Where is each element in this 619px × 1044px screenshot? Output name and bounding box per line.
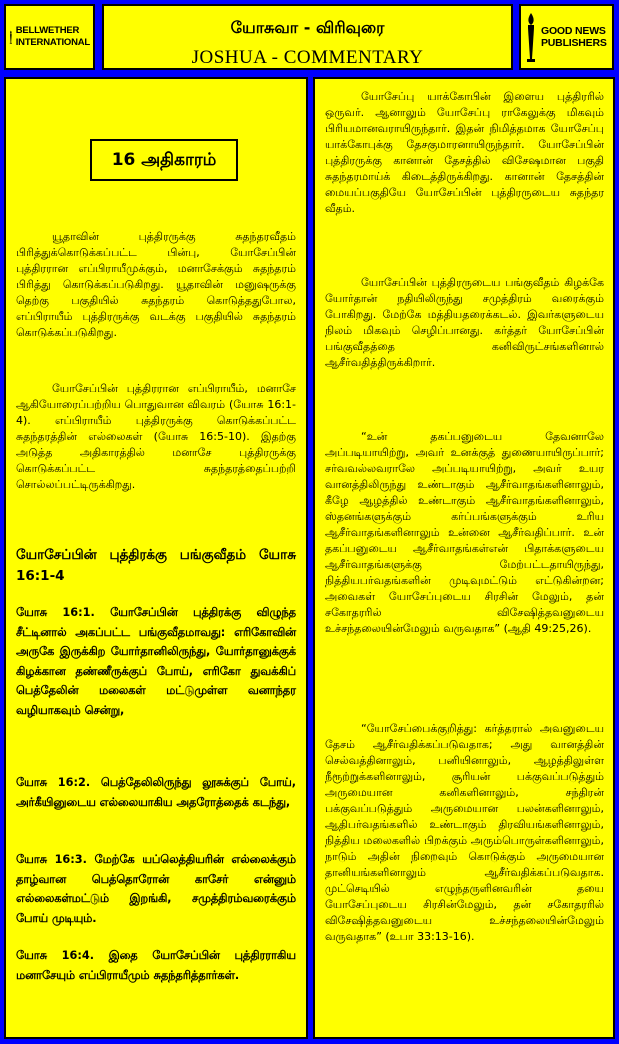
left-logo-line1: BELLWETHER <box>15 25 80 36</box>
verse-16-4: யோசு 16:4. இதை யோசேப்பின் புத்திரராகிய மனாசேயும் எப்பிராயீமும் சுதந்தரித்தார்கள். <box>16 949 296 982</box>
intro-paragraph-2: யோசேப்பின் புத்திரரான எப்பிராயீம், மனாசே ஆகியோரைப்பற்றிய பொதுவான விவரம் (யோசு 16:1-4). எப்பிராயீம் புத்திரருக்கு கொடுக்கப்பட்ட சுதந்தரத்தின் எல்லைகள் (யோசு 16:5-10). இதற்கு அடுத்த அதிகாரத்தில் மனாசே புத்திரருக்கு கொடுக்கப்பட்ட சுதந்தரத்தைப்பற்றி சொல்லப்பட்டிருக்கிறது. <box>16 382 296 491</box>
verse-16-3: யோசு 16:3. மேற்கே யப்லெத்தியரின் எல்லைக்கும் தாழ்வான பெத்தொரோன் காசேர் என்னும் எல்லைகள்மட்டும் இறங்கி, சமுத்திரம்வரைக்கும் போய் முடியும். <box>16 853 296 925</box>
torch-icon <box>9 11 13 63</box>
scripture-quote-genesis: “உன் தகப்பனுடைய தேவனாலே அப்படியாயிற்று, அவர் உனக்குத் துணையாயிருப்பார்; சர்வவல்லவராலே அப்படியாயிற்று, அவர் உயர வானத்திலிருந்து உண்டாகும் ஆசீர்வாதங்களினாலும், கீழே ஆழத்தில் உண்டாகும் ஆசீர்வாதங்களினாலும், ஸ்தனங்களுக்கும் கர்ப்பங்களுக்கும் உரிய ஆசீர்வாதங்களினாலும் உன்னை ஆசீர்வதிப்பார். உன் தகப்பனுடைய ஆசீர்வாதங்கள்என் பிதாக்களுடைய ஆசீர்வாதங்களுக்கு மேற்பட்டதாயிருந்து, நித்தியபர்வதங்களின் முடிவுமட்டும் எட்டுகின்றன; அவைகள் யோசேப்புடைய சிரசின் மேலும், தன் சகோதரரில் விசேஷித்தவனுடைய உச்சந்தலையின்மேலும் வருவதாக” (ஆதி 49:25,26). <box>325 430 604 635</box>
right-paragraph-1: யோசேப்பு யாக்கோபின் இளைய புத்திரரில் ஒருவர். ஆனாலும் யோசேப்பு ராகேலுக்கு மிகவும் பிரியமானவராயிருந்தார். இதன் நிமித்தமாக யோசேப்பு யாக்கோபுக்கு தேசகுமாரனாயிருந்தார். யோசேப்பின் புத்திரருக்கு கானான் தேசத்தில் விசேஷமான பகுதி சுதந்தரமாய்க் கிடைத்திருக்கிறது. கானான் தேசத்தின் மையப்பகுதியே யோசேப்பின் புத்திரருடைய சுதந்தர வீதம். <box>325 90 604 215</box>
bellwether-logo <box>4 4 95 70</box>
torch-icon <box>524 11 538 63</box>
right-column <box>313 77 615 1039</box>
left-logo-line2: INTERNATIONAL <box>15 37 90 48</box>
left-column <box>4 77 308 1039</box>
scripture-quote-deuteronomy: “யோசேப்பைக்குறித்து: கர்த்தரால் அவனுடைய தேசம் ஆசீர்வதிக்கப்படுவதாக; அது வானத்தின் செல்வத்தினாலும், பனியினாலும், ஆழத்திலுள்ள நீரூற்றுக்களினாலும், சூரியன் பக்குவப்படுத்தும் அருமையான கனிகளினாலும், சந்திரன் பக்குவப்படுத்தும் அருமையான பலன்களினாலும், ஆதிபர்வதங்களில் உண்டாகும் திரவியங்களினாலும், நித்திய மலைகளில் பிறக்கும் அரும்பொருள்களினாலும், நாடும் அதின் நிறைவும் கொடுக்கும் அருமையான தானியங்களினாலும் ஆசீர்வதிக்கப்படுவதாக. முட்செடியில் எழுந்தருளினவரின் தயை யோசேப்புடைய சிரசின்மேலும், தன் சகோதரரில் விசேஷித்தவனுடைய உச்சந்தலையின்மேலும் வருவதாக” (உபா 33:13-16). <box>325 722 604 943</box>
chapter-label: 16 அதிகாரம் <box>90 139 238 181</box>
good-news-logo <box>519 4 614 70</box>
right-logo-line2: PUBLISHERS <box>541 37 607 49</box>
verse-16-2: யோசு 16:2. பெத்தேலிலிருந்து லூசுக்குப் போய், அர்கீயினுடைய எல்லையாகிய அதரோத்தைக் கடந்து, <box>16 776 296 809</box>
title-tamil: யோசுவா - விரிவுரை <box>230 18 385 37</box>
right-logo-line1: GOOD NEWS <box>541 25 606 37</box>
right-paragraph-2: யோசேப்பின் புத்திரருடைய பங்குவீதம் கிழக்கே யோர்தான் நதியிலிருந்து சமுத்திரம் வரைக்கும் போகிறது. மேற்கே மத்தியதரைக்கடல். இவர்களுடைய நிலம் மிகவும் செழிப்பானது. கர்த்தர் யோசேப்பின் பங்குவீதத்தை கனிவிருட்சங்களினால் ஆசீர்வதித்திருக்கிறார். <box>325 276 604 369</box>
verse-16-1: யோசு 16:1. யோசேப்பின் புத்திரக்கு விழுந்த சீட்டினால் அகப்பட்ட பங்குவீதமாவது: எரிகோவின் அருகே இருக்கிற யோர்தானிலிருந்து, யோர்தானுக்குக் கிழக்கான தண்ணீருக்குப் போய், எரிகோ துவக்கிப் பெத்தேலின் மலைகள் மட்டுமுள்ள வனாந்தர வழியாகவும் சென்று, <box>16 606 296 717</box>
title-english: JOSHUA - COMMENTARY <box>191 47 424 68</box>
intro-paragraph-1: யூதாவின் புத்திரருக்கு சுதந்தரவீதம் பிரித்துக்கொடுக்கப்பட்ட பின்பு, யோசேப்பின் புத்திரரான எப்பிராயீமுக்கும், மனாசேக்கும் சுதந்தரம் பிரித்து கொடுக்கப்படுகிறது. யூதாவின் மனுஷருக்கு தெற்கு பகுதியில் சுதந்தரம் கொடுத்ததுபோல, எப்பிராயீம் புத்திரருக்கு வடக்கு பகுதியில் சுதந்தரம் கொடுக்கப்படுகிறது. <box>16 230 296 339</box>
section-heading: யோசேப்பின் புத்திரக்கு பங்குவீதம் யோசு 16:1-4 <box>16 547 296 584</box>
title-box <box>102 4 513 70</box>
